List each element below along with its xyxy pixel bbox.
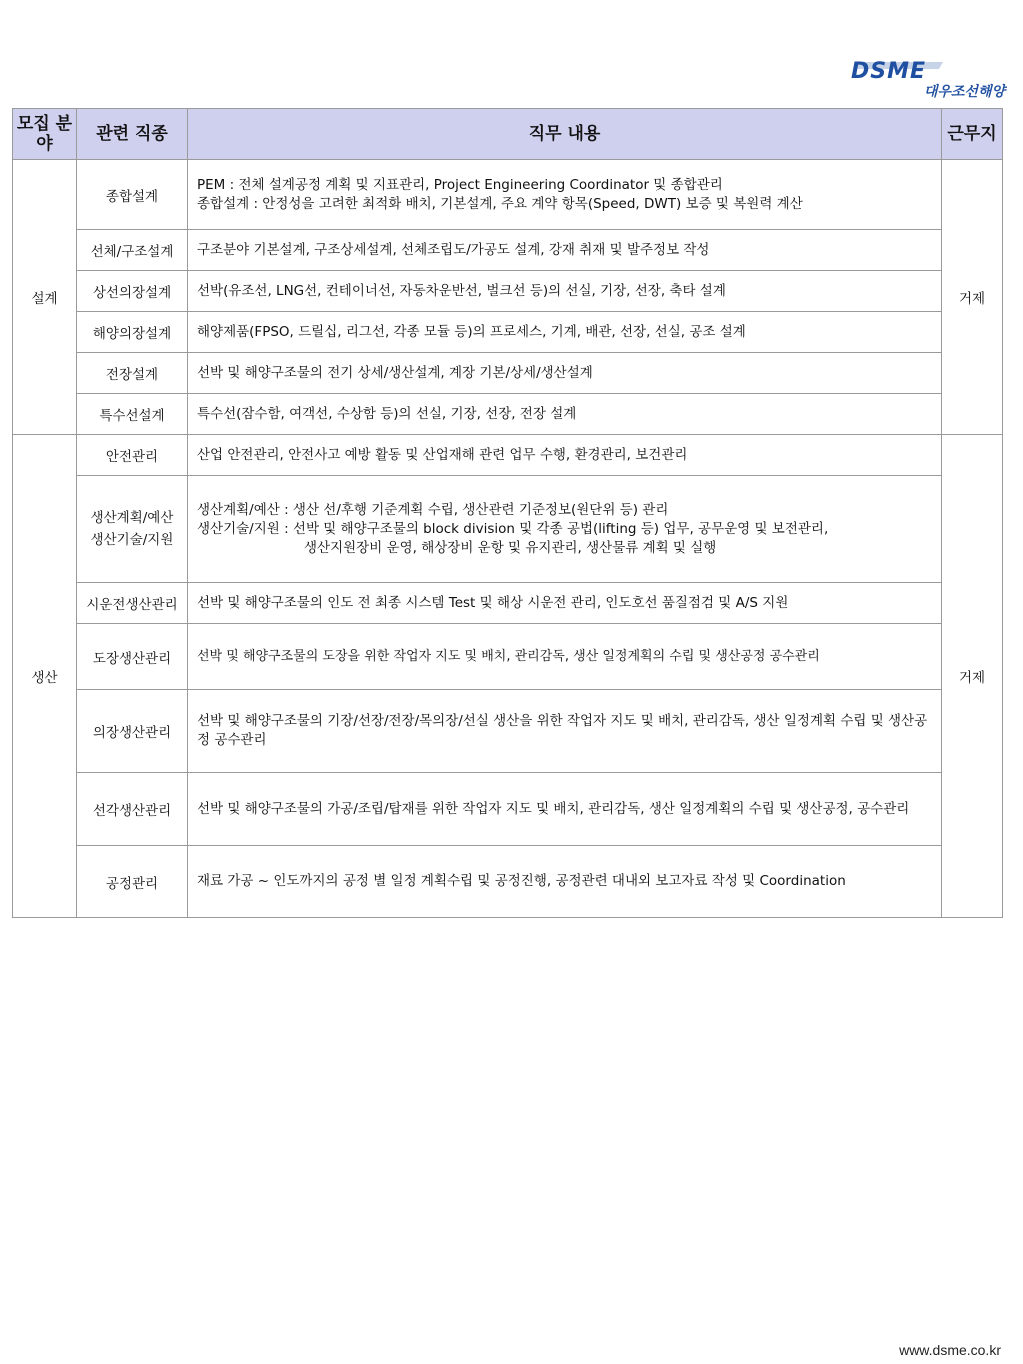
header-area: 모집 분야 [13, 109, 77, 160]
table-row [13, 690, 1003, 773]
area-cell: 생산 [13, 435, 77, 918]
table-row [13, 312, 1003, 353]
duty-line: 선박 및 해양구조물의 기장/선장/전장/목의장/선실 생산을 위한 작업자 지도 및 배치, 관리감독, 생산 일정계획 수립 및 생산공정 공수관리 [197, 713, 928, 748]
table-row [13, 624, 1003, 690]
table-row [13, 230, 1003, 271]
job-label: 의장생산관리 [92, 725, 172, 741]
duty-cell [188, 476, 942, 583]
job-label: 시운전생산관리 [86, 597, 178, 613]
duty-cell [188, 583, 942, 624]
job-label: 안전관리 [105, 449, 159, 465]
job-cell [77, 394, 188, 435]
header-job: 관련 직종 [77, 109, 188, 160]
duty-cell [188, 846, 942, 918]
job-cell [77, 476, 188, 583]
job-cell [77, 312, 188, 353]
duty-line: PEM : 전체 설계공정 계획 및 지표관리, Project Engineering Coordinator 및 종합관리 [197, 176, 723, 193]
footer-url: www.dsme.co.kr [899, 1342, 1001, 1358]
job-label: 상선의장설계 [92, 285, 172, 301]
logo-subtitle: 대우조선해양 [923, 84, 1005, 100]
job-label: 생산기술/지원 [90, 532, 174, 548]
duty-line: 해양제품(FPSO, 드릴십, 리그선, 각종 모듈 등)의 프로세스, 기계, 배관, 선장, 선실, 공조 설계 [197, 323, 746, 340]
table-row [13, 583, 1003, 624]
table-row [13, 476, 1003, 583]
duty-cell [188, 353, 942, 394]
area-cell: 설계 [13, 160, 77, 435]
job-cell [77, 773, 188, 846]
header-duty: 직무 내용 [188, 109, 942, 160]
duty-line: 재료 가공 ~ 인도까지의 공정 별 일정 계획수립 및 공정진행, 공정관련 대내외 보고자료 작성 및 Coordination [197, 873, 846, 889]
table-row [13, 394, 1003, 435]
job-cell [77, 160, 188, 230]
location-cell: 거제 [942, 160, 1003, 435]
job-cell [77, 353, 188, 394]
duty-cell [188, 160, 942, 230]
job-label: 종합설계 [105, 188, 159, 205]
job-label: 선각생산관리 [92, 803, 172, 819]
header-location: 근무지 [942, 109, 1003, 160]
table-row [13, 271, 1003, 312]
duty-cell [188, 230, 942, 271]
duty-cell [188, 435, 942, 476]
duty-cell [188, 773, 942, 846]
job-label: 도장생산관리 [92, 650, 172, 667]
job-cell [77, 690, 188, 773]
duty-line: 생산기술/지원 : 선박 및 해양구조물의 block division 및 각종 공법(lifting 등) 업무, 공무운영 및 보전관리, [197, 520, 829, 537]
duty-cell [188, 394, 942, 435]
job-cell [77, 846, 188, 918]
table-header-row [13, 109, 1003, 160]
job-label: 공정관리 [105, 875, 159, 892]
table-row [13, 435, 1003, 476]
duty-cell [188, 271, 942, 312]
job-label: 해양의장설계 [92, 326, 172, 342]
duty-line: 선박 및 해양구조물의 도장을 위한 작업자 지도 및 배치, 관리감독, 생산 일정계획의 수립 및 생산공정 공수관리 [197, 649, 820, 664]
duty-line: 선박(유조선, LNG선, 컨테이너선, 자동차운반선, 벌크선 등)의 선실, 기장, 선장, 축타 설계 [197, 282, 726, 299]
job-cell [77, 624, 188, 690]
job-cell [77, 435, 188, 476]
duty-line: 산업 안전관리, 안전사고 예방 활동 및 산업재해 관련 업무 수행, 환경관리, 보건관리 [197, 446, 688, 463]
duty-line: 선박 및 해양구조물의 전기 상세/생산설계, 계장 기본/상세/생산설계 [197, 364, 593, 381]
job-cell [77, 583, 188, 624]
duty-cell [188, 312, 942, 353]
recruitment-table [12, 108, 1003, 918]
duty-cell [188, 690, 942, 773]
dsme-logo [847, 56, 1007, 100]
duty-line: 특수선(잠수함, 여객선, 수상함 등)의 선실, 기장, 선장, 전장 설계 [197, 405, 577, 422]
job-label: 선체/구조설계 [90, 244, 174, 260]
duty-line: 구조분야 기본설계, 구조상세설계, 선체조립도/가공도 설계, 강재 취재 및 발주정보 작성 [197, 241, 710, 258]
duty-line: 선박 및 해양구조물의 가공/조립/탑재를 위한 작업자 지도 및 배치, 관리감독, 생산 일정계획의 수립 및 생산공정, 공수관리 [197, 800, 910, 817]
table-row [13, 160, 1003, 230]
logo-wordmark: DSME [851, 59, 927, 84]
job-label: 생산계획/예산 [90, 510, 174, 526]
location-cell: 거제 [942, 435, 1003, 918]
job-label: 전장설계 [105, 367, 159, 383]
duty-line: 종합설계 : 안정성을 고려한 최적화 배치, 기본설계, 주요 계약 항목(Speed, DWT) 보증 및 복원력 계산 [197, 195, 803, 212]
job-cell [77, 230, 188, 271]
job-label: 특수선설계 [99, 408, 165, 424]
duty-line: 선박 및 해양구조물의 인도 전 최종 시스템 Test 및 해상 시운전 관리, 인도호선 품질점검 및 A/S 지원 [197, 594, 789, 611]
table-row [13, 773, 1003, 846]
duty-line: 생산계획/예산 : 생산 선/후행 기준계획 수립, 생산관련 기준정보(원단위 등) 관리 [197, 501, 669, 518]
job-cell [77, 271, 188, 312]
duty-line: 생산지원장비 운영, 해상장비 운항 및 유지관리, 생산물류 계획 및 실행 [304, 539, 717, 556]
duty-cell [188, 624, 942, 690]
table-row [13, 353, 1003, 394]
table-row [13, 846, 1003, 918]
